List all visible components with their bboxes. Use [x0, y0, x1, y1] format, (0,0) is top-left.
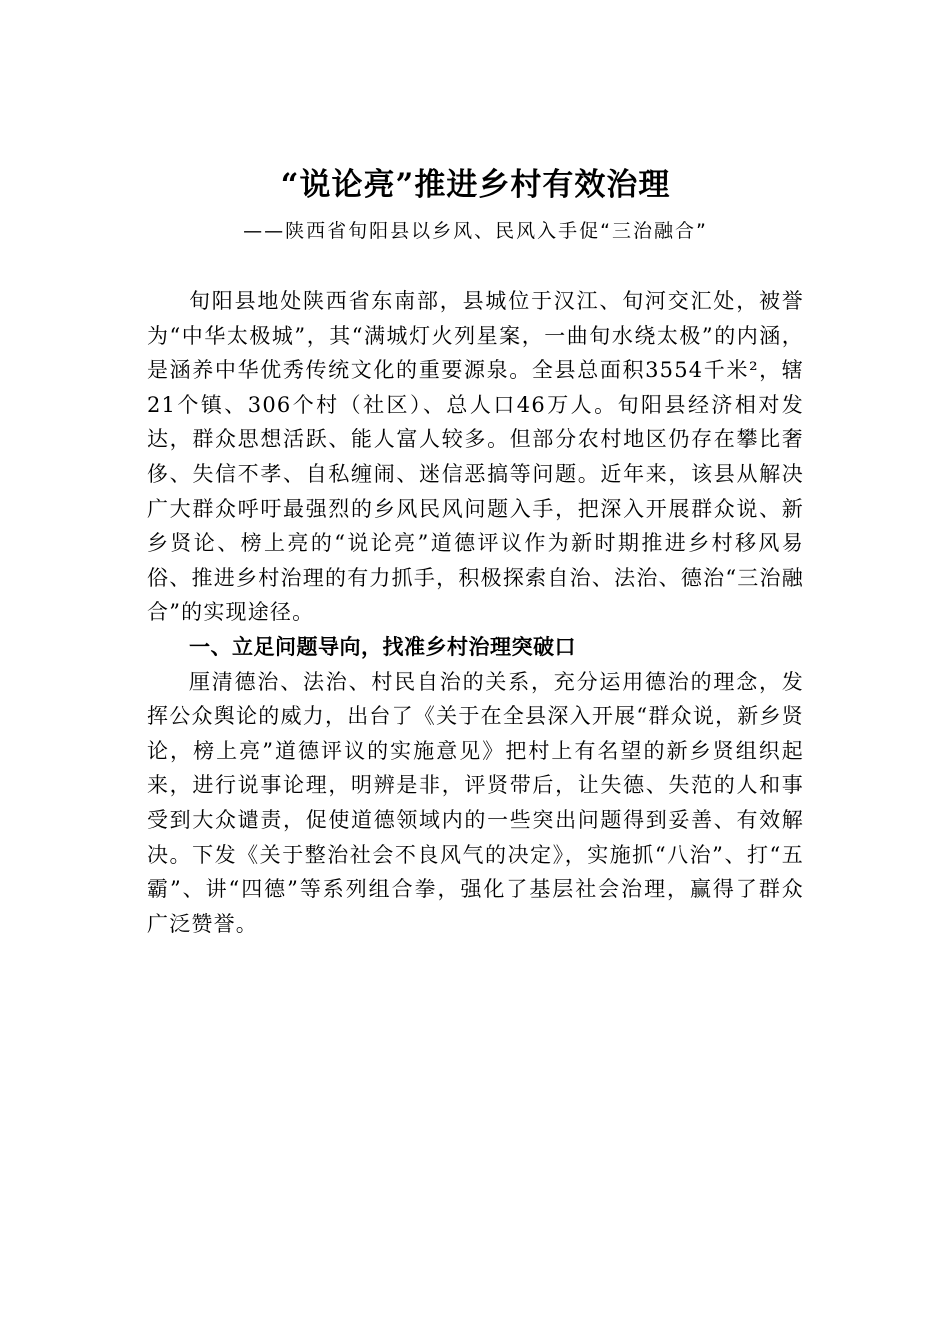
document-content — [147, 165, 804, 941]
section-heading: 一、立足问题导向，找准乡村治理突破口 — [189, 634, 576, 659]
section-paragraph: 厘清德治、法治、村民自治的关系，充分运用德治的理念，发挥公众舆论的威力，出台了《关于在全县深入开展“群众说，新乡贤论，榜上亮”道德评议的实施意见》把村上有名望的新乡贤组织起来，进行说事论理，明辨是非，评贤带后，让失德、失范的人和事受到大众谴责，促使道德领域内的一些突出问题得到妥善、有效解决。下发《关于整治社会不良风气的决定》，实施抓“八治”、打“五霸”、讲“四德”等系列组合拳，强化了基层社会治理，赢得了群众广泛赞誉。 — [147, 669, 804, 936]
document-title: “说论亮”推进乡村有效治理 — [280, 167, 671, 203]
document-subtitle: ——陕西省旬阳县以乡风、民风入手促“三治融合” — [243, 220, 708, 242]
intro-paragraph: 旬阳县地处陕西省东南部，县城位于汉江、旬河交汇处，被誉为“中华太极城”，其“满城灯火列星案，一曲旬水绕太极”的内涵，是涵养中华优秀传统文化的重要源泉。全县总面积3554千米²，辖21个镇、306个村（社区）、总人口46万人。旬阳县经济相对发达，群众思想活跃、能人富人较多。但部分农村地区仍存在攀比奢侈、失信不孝、自私缠闹、迷信恶搞等问题。近年来，该县从解决广大群众呼吁最强烈的乡风民风问题入手，把深入开展群众说、新乡贤论、榜上亮的“说论亮”道德评议作为新时期推进乡村移风易俗、推进乡村治理的有力抓手，积极探索自治、法治、德治“三治融合”的实现途径。 — [147, 289, 804, 625]
